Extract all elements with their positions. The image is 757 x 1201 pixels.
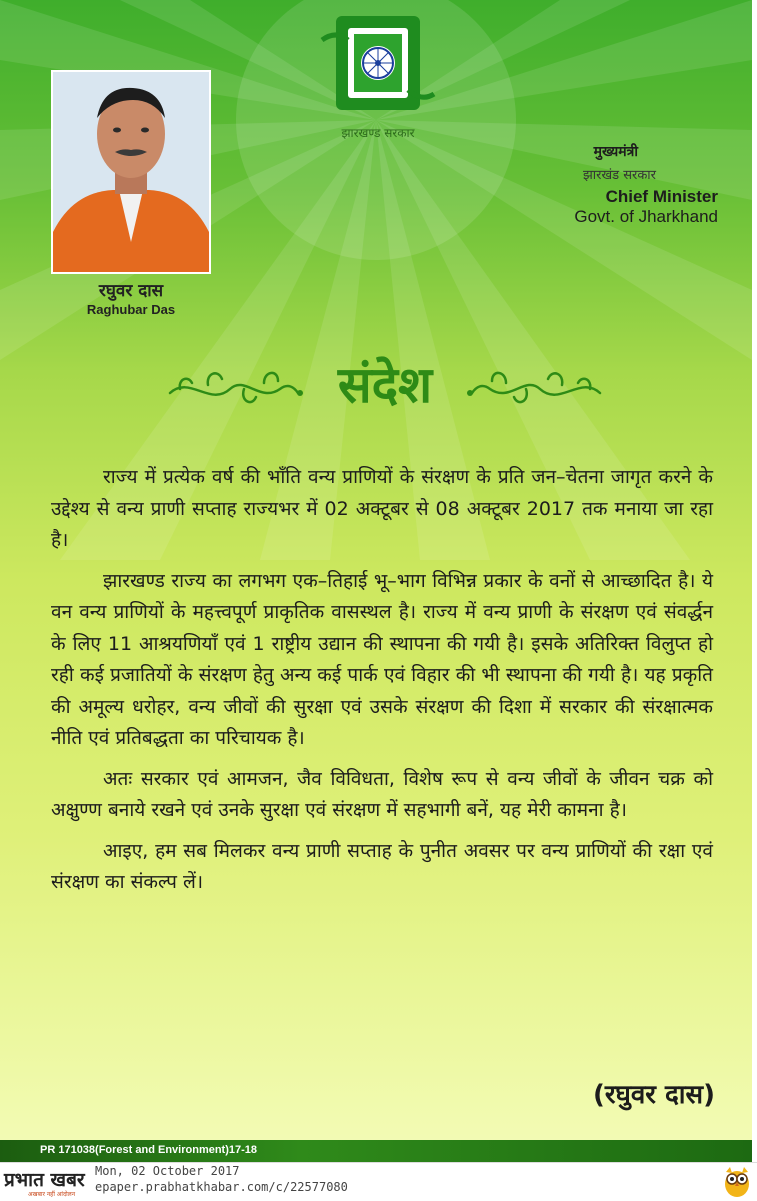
signature: (रघुवर दास) bbox=[592, 1080, 715, 1110]
paragraph-2: झारखण्ड राज्य का लगभग एक–तिहाई भू–भाग विभिन्न प्रकार के वनों से आच्छादित है। ये वन वन्य प्राणियों के महत्त्वपूर्ण प्राकृतिक वासस्थल है। राज्य में वन्य प्राणी के संरक्षण एवं संवर्द्धन के लिए 11 आश्रयणियाँ एवं 1 राष्ट्रीय उद्यान की स्थापना की गयी है। इसके अतिरिक्त विलुप्त हो रही कई प्रजातियों के संरक्षण हेतु अन्य कई पार्क एवं विहार की भी स्थापना की गयी है। यह प्रकृति की अमूल्य धरोहर, वन्य जीवों की सुरक्षा एवं उसके संरक्षण की दिशा में सरकार की संरक्षात्मक नीति एवं प्रतिबद्धता का परिचायक है। bbox=[51, 569, 713, 749]
minister-name-hindi: रघुवर दास bbox=[98, 281, 164, 301]
newspaper-logo: प्रभात खबर bbox=[4, 1169, 85, 1191]
designation-english: Chief Minister bbox=[605, 187, 718, 206]
title-block bbox=[160, 345, 610, 425]
publication-date: Mon, 02 October 2017 bbox=[95, 1164, 240, 1178]
pr-code: PR 171038(Forest and Environment)17-18 bbox=[40, 1144, 258, 1156]
logo-caption: झारखण्ड सरकार bbox=[341, 126, 415, 140]
owl-icon bbox=[722, 1164, 752, 1198]
paragraph-1: राज्य में प्रत्येक वर्ष की भाँति वन्य प्राणियों के संरक्षण के प्रति जन–चेतना जागृत करने के उद्देश्य से वन्य प्राणी सप्ताह राज्यभर में 02 अक्टूबर से 08 अक्टूबर 2017 तक मनाया जा रहा है। bbox=[51, 466, 713, 551]
epaper-url[interactable]: epaper.prabhatkhabar.com/c/22577080 bbox=[95, 1180, 348, 1194]
government-english: Govt. of Jharkhand bbox=[574, 207, 718, 226]
message-title: संदेश bbox=[337, 355, 433, 414]
paragraph-4: आइए, हम सब मिलकर वन्य प्राणी सप्ताह के पुनीत अवसर पर वन्य प्राणियों की रक्षा एवं संरक्षण का संकल्प लें। bbox=[51, 839, 713, 893]
minister-photo bbox=[51, 70, 211, 274]
minister-name-english: Raghubar Das bbox=[86, 302, 176, 317]
government-hindi: झारखंड सरकार bbox=[582, 168, 656, 183]
designation-hindi: मुख्यमंत्री bbox=[593, 144, 638, 160]
designation-block bbox=[574, 142, 718, 227]
message-body bbox=[51, 462, 713, 908]
paragraph-3: अतः सरकार एवं आमजन, जैव विविधता, विशेष रूप से वन्य जीवों के जीवन चक्र को अक्षुण्ण बनाये रखने एवं उनके सुरक्षा एवं संरक्षण में सहभागी बनें, यह मेरी कामना है। bbox=[51, 767, 713, 821]
newspaper-tagline: अखबार नहीं आंदोलन bbox=[28, 1191, 76, 1198]
